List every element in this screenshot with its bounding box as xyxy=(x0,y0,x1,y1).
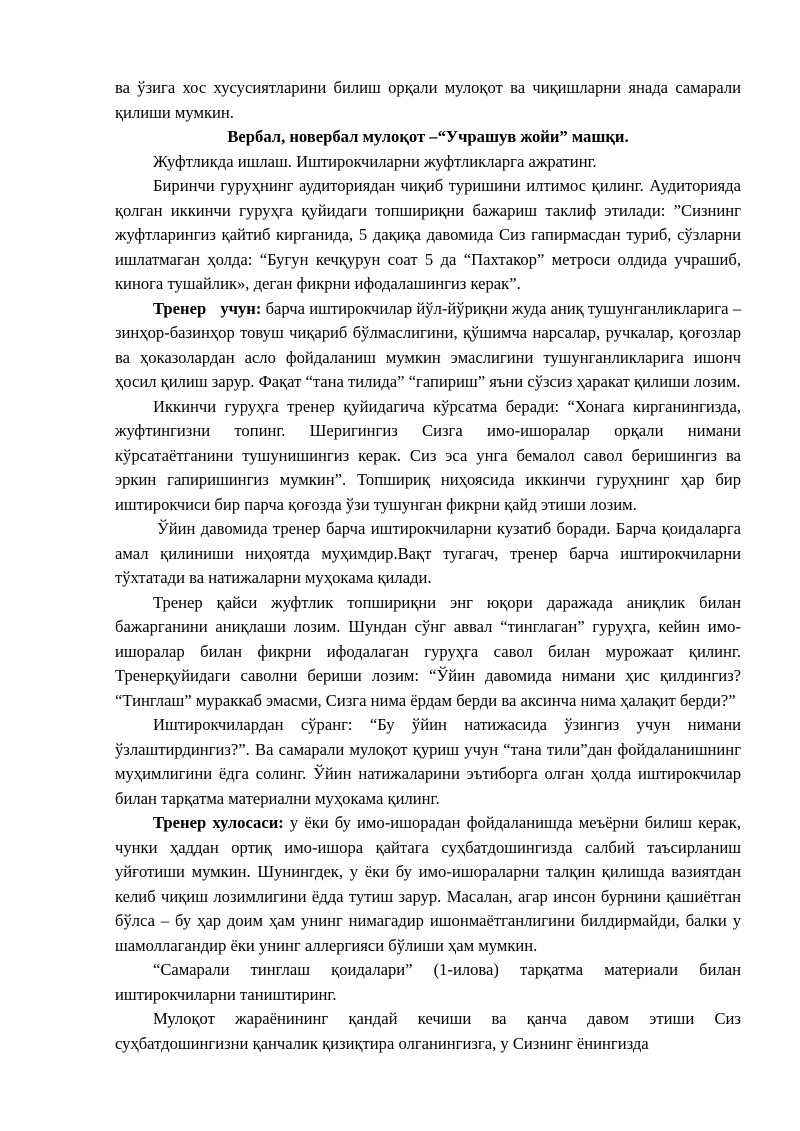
paragraph-pair-work xyxy=(115,150,741,175)
paragraph-second-group: Иккинчи гуруҳга тренер қуйидагича кўрсатма беради: “Хонага кирганингизда, жуфтингизни топинг. Шеригингиз Сизга имо-ишоралар орқали нимани кўрсатаётганини тушунишингиз керак. Сиз эса унга бемалол савол беришингиз ва эркин гапиришингиз мумкин”. Топшириқ ниҳоясида иккинчи гуруҳнинг ҳар бир иштирокчиси бир парча қоғозда ўзи тушунган фикрни қайд этиши лозим. xyxy=(115,396,741,514)
trainer-conclusion-label: Тренер хулосаси: xyxy=(153,813,284,832)
document-page xyxy=(115,76,741,1056)
section-heading: Вербал, новербал мулоқот –“Учрашув жойи” машқи. xyxy=(227,127,629,146)
paragraph-ask-participants: Иштирокчилардан сўранг: “Бу ўйин натижасида ўзингиз учун нимани ўзлаштирдингиз?”. Ва самарали мулоқот қуриш учун “тана тили”дан фойдаланишнинг муҳимлигини ёдга солинг. Ўйин натижаларини эътиборга олган ҳолда иштирокчилар билан тарқатма материални муҳокама қилинг. xyxy=(115,715,741,808)
paragraph-trainer-conclusion xyxy=(115,811,741,958)
paragraph-continuation: ва ўзига хос хусусиятларини билиш орқали мулоқот ва чиқишларни янада самарали қилиши мумкин. xyxy=(115,78,741,122)
pair-work-label: Жуфтликда ишлаш xyxy=(153,151,288,171)
paragraph-first-group: Биринчи гуруҳнинг аудиториядан чиқиб туришини илтимос қилинг. Аудиторияда қолган иккинчи гуруҳга қуйидаги топшириқни бажариш таклиф этилади: ”Сизнинг жуфтларингиз қайтиб кирганида, 5 дақиқа давомида Сиз гапирмасдан туриб, сўзларни ишлатмаган ҳолда: “Бугун кечқурун соат 5 да “Пахтакор” метроси олдида учрашиб, кинога тушайлик», деган фикрни ифодалашингиз керак”. xyxy=(115,176,741,293)
paragraph-handout: “Самарали тинглаш қоидалари” (1-илова) тарқатма материали билан иштирокчиларни таништиринг. xyxy=(115,960,741,1004)
paragraph-evaluation: Тренер қайси жуфтлик топшириқни энг юқори даражада аниқлик билан бажарганини аниқлаши лозим. Шундан сўнг аввал “тинглаган” гуруҳга, кейин имо-ишоралар билан фикрни ифодалаган гуруҳга савол билан мурожаат қилинг. Тренерқуйидаги саволни бериши лозим: “Ўйин давомида нимани ҳис қилдингиз? “Тинглаш” мураккаб эмасми, Сизга нима ёрдам берди ва аксинча нима ҳалақит берди?” xyxy=(115,592,741,710)
paragraph-game-progress: Ўйин давомида тренер барча иштирокчиларни кузатиб боради. Барча қоидаларга амал қилиниши ниҳоятда муҳимдир.Вақт тугагач, тренер барча иштирокчиларни тўхтатади ва натижаларни муҳокама қилади. xyxy=(115,519,741,587)
trainer-note-text: барча иштирокчилар йўл-йўриқни жуда аниқ тушунганликларига – зинҳор-базинҳор товуш чиқариб бўлмаслигини, қўшимча нарсалар, ручкалар, қоғозлар ва ҳоказолардан асло фойдаланиш мумкин эмаслигини тушунганликларига ишонч ҳосил қилиш зарур. Фақат “тана тилида” “гапириш” яъни сўзсиз ҳаракат қилиши лозим. xyxy=(115,298,741,391)
paragraph-communication-process: Мулоқот жараёнининг қандай кечиши ва қанча давом этиши Сиз суҳбатдошингизни қанчалик қизиқтира олганингизга, у Сизнинг ёнингизда xyxy=(115,1009,741,1053)
trainer-conclusion-text: у ёки бу имо-ишорадан фойдаланишда меъёрни билиш керак, чунки ҳаддан ортиқ имо-ишора қайтага суҳбатдошингизда салбий таъсирланиш уйғотиши мумкин. Шунингдек, у ёки бу имо-ишораларни талқин қилишда вазиятдан келиб чиқиш лозимлигини ёдда тутиш зарур. Масалан, агар инсон бурнини қашиётган бўлса – бу ҳар доим ҳам унинг нимагадир ишонмаётганлигини билдирмайди, балки у шамоллагандир ёки унинг аллергияси бўлиши ҳам мумкин. xyxy=(115,813,741,955)
paragraph-trainer-note xyxy=(115,297,741,395)
pair-work-text: . Иштирокчиларни жуфтликларга ажратинг. xyxy=(287,151,597,171)
trainer-note-label: Тренер учун: xyxy=(153,298,262,318)
